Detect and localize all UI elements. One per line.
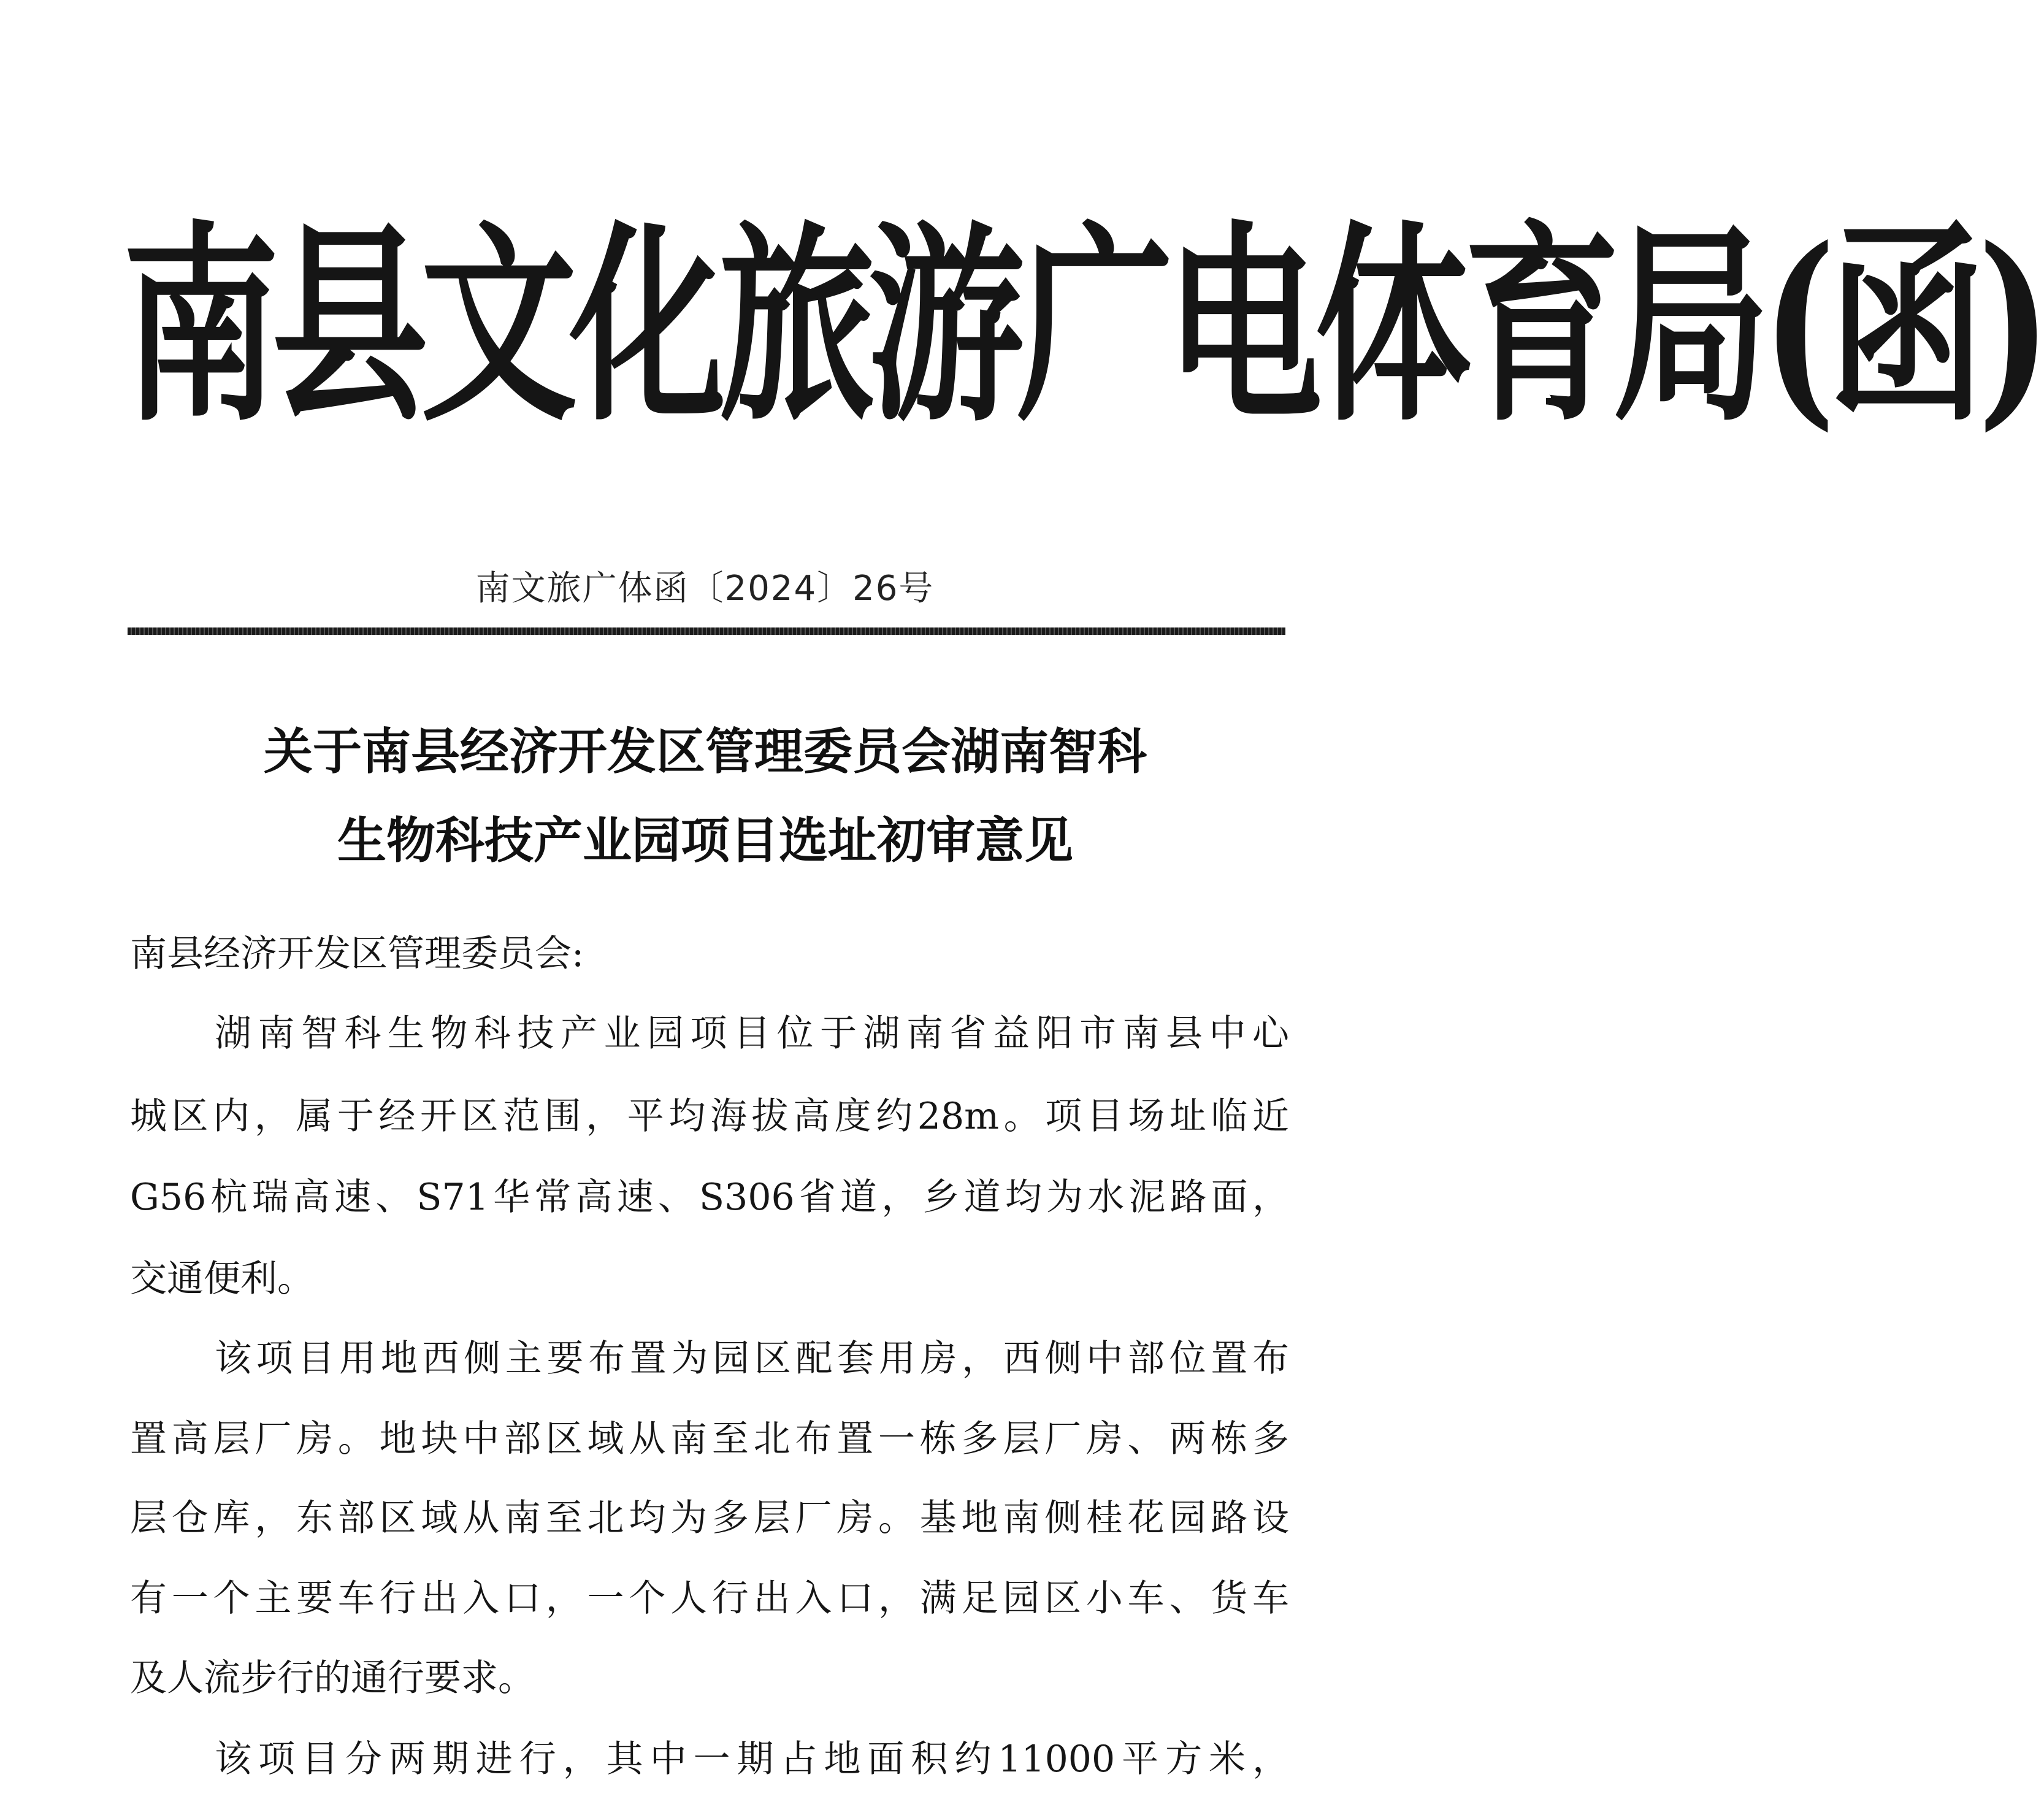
body-line: 该项目用地西侧主要布置为园区配套用房，西侧中部位置布 [215,1337,1289,1380]
body-line: 交通便利。 [130,1257,314,1300]
subject-line-1: 关于南县经济开发区管理委员会湖南智科 [264,723,1147,780]
document-number: 南文旅广体函〔2024〕26号 [475,569,935,608]
body-line: 湖南智科生物科技产业园项目位于湖南省益阳市南县中心 [215,1012,1289,1055]
body-line: 层仓库，东部区域从南至北均为多层厂房。基地南侧桂花园路设 [130,1497,1289,1540]
subject-line-2: 生物科技产业园项目选址初审意见 [337,812,1073,869]
addressee: 南县经济开发区管理委员会: [130,932,584,975]
letterhead-divider [128,627,1285,635]
letterhead-title: 南县文化旅游广电体育局(函) [123,202,2044,450]
body-line: 城区内，属于经开区范围，平均海拔高度约28m。项目场址临近 [130,1095,1289,1138]
body-line: 该项目分两期进行，其中一期占地面积约11000平方米， [215,1738,1289,1781]
body-line: 及人流步行的通行要求。 [130,1657,535,1700]
body-line: 置高层厂房。地块中部区域从南至北布置一栋多层厂房、两栋多 [130,1418,1289,1460]
body-line: 有一个主要车行出入口，一个人行出入口，满足园区小车、货车 [130,1577,1289,1620]
body-line: G56杭瑞高速、S71华常高速、S306省道，乡道均为水泥路面， [130,1176,1289,1219]
